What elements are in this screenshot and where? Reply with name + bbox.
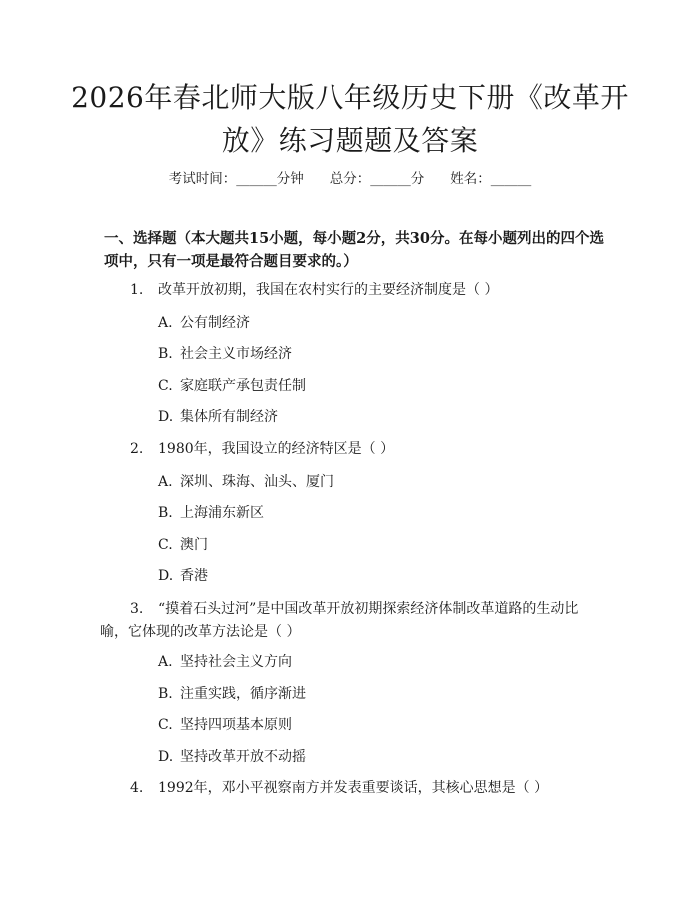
option-text: 社会主义市场经济 bbox=[180, 346, 292, 362]
question-1 bbox=[130, 279, 586, 302]
question-2-option-a bbox=[158, 472, 578, 492]
question-2-option-d bbox=[158, 566, 578, 586]
question-3-option-b bbox=[158, 684, 578, 704]
option-text: 香港 bbox=[180, 568, 208, 584]
question-number: 1. bbox=[130, 282, 144, 298]
question-text: 改革开放初期，我国在农村实行的主要经济制度是（ ） bbox=[158, 282, 499, 298]
option-letter: B. bbox=[158, 686, 173, 702]
question-text: 1992年，邓小平视察南方并发表重要谈话，其核心思想是（ ） bbox=[158, 780, 549, 796]
option-text: 上海浦东新区 bbox=[180, 505, 264, 521]
section-heading-line-1: 一、选择题（本大题共15小题，每小题2分，共30分。在每小题列出的四个选 bbox=[104, 230, 604, 247]
exam-meta bbox=[0, 169, 700, 189]
question-number: 2. bbox=[130, 441, 144, 457]
option-letter: C. bbox=[158, 378, 173, 394]
question-number: 4. bbox=[130, 780, 144, 796]
question-2-option-c bbox=[158, 535, 578, 555]
question-1-option-d bbox=[158, 407, 578, 427]
question-text-line-2: 喻，它体现的改革方法论是（ ） bbox=[100, 624, 301, 640]
option-letter: A. bbox=[158, 654, 173, 670]
section-heading bbox=[104, 227, 604, 273]
page-title bbox=[60, 76, 640, 162]
total-score-label: 总分：______分 bbox=[329, 171, 425, 187]
question-2 bbox=[130, 438, 586, 461]
option-text: 家庭联产承包责任制 bbox=[180, 378, 306, 394]
option-letter: C. bbox=[158, 717, 173, 733]
name-label: 姓名：______ bbox=[450, 171, 532, 187]
question-3 bbox=[100, 598, 586, 644]
question-3-option-d bbox=[158, 747, 578, 767]
option-text: 深圳、珠海、汕头、厦门 bbox=[180, 474, 334, 490]
option-letter: C. bbox=[158, 537, 173, 553]
option-letter: D. bbox=[158, 568, 174, 584]
option-text: 坚持改革开放不动摇 bbox=[180, 749, 306, 765]
option-letter: A. bbox=[158, 315, 173, 331]
option-text: 坚持社会主义方向 bbox=[180, 654, 292, 670]
option-letter: A. bbox=[158, 474, 173, 490]
question-3-option-c bbox=[158, 715, 578, 735]
option-text: 注重实践，循序渐进 bbox=[180, 686, 306, 702]
option-letter: B. bbox=[158, 346, 173, 362]
question-2-option-b bbox=[158, 503, 578, 523]
question-1-option-b bbox=[158, 344, 578, 364]
option-letter: B. bbox=[158, 505, 173, 521]
question-text-line-1: “摸着石头过河”是中国改革开放初期探索经济体制改革道路的生动比 bbox=[158, 601, 579, 617]
option-text: 集体所有制经济 bbox=[180, 409, 278, 425]
title-line-2: 放》练习题题及答案 bbox=[221, 124, 479, 157]
option-text: 澳门 bbox=[180, 537, 208, 553]
question-3-option-a bbox=[158, 652, 578, 672]
question-1-option-a bbox=[158, 313, 578, 333]
question-number: 3. bbox=[130, 601, 144, 617]
section-heading-line-2: 项中，只有一项是最符合题目要求的。） bbox=[104, 253, 358, 270]
title-line-1: 2026年春北师大版八年级历史下册《改革开 bbox=[71, 81, 629, 114]
option-text: 公有制经济 bbox=[180, 315, 250, 331]
question-1-option-c bbox=[158, 376, 578, 396]
option-letter: D. bbox=[158, 409, 174, 425]
exam-time-label: 考试时间：______分钟 bbox=[168, 171, 304, 187]
question-4 bbox=[130, 777, 586, 800]
question-text: 1980年，我国设立的经济特区是（ ） bbox=[158, 441, 395, 457]
option-letter: D. bbox=[158, 749, 174, 765]
option-text: 坚持四项基本原则 bbox=[180, 717, 292, 733]
